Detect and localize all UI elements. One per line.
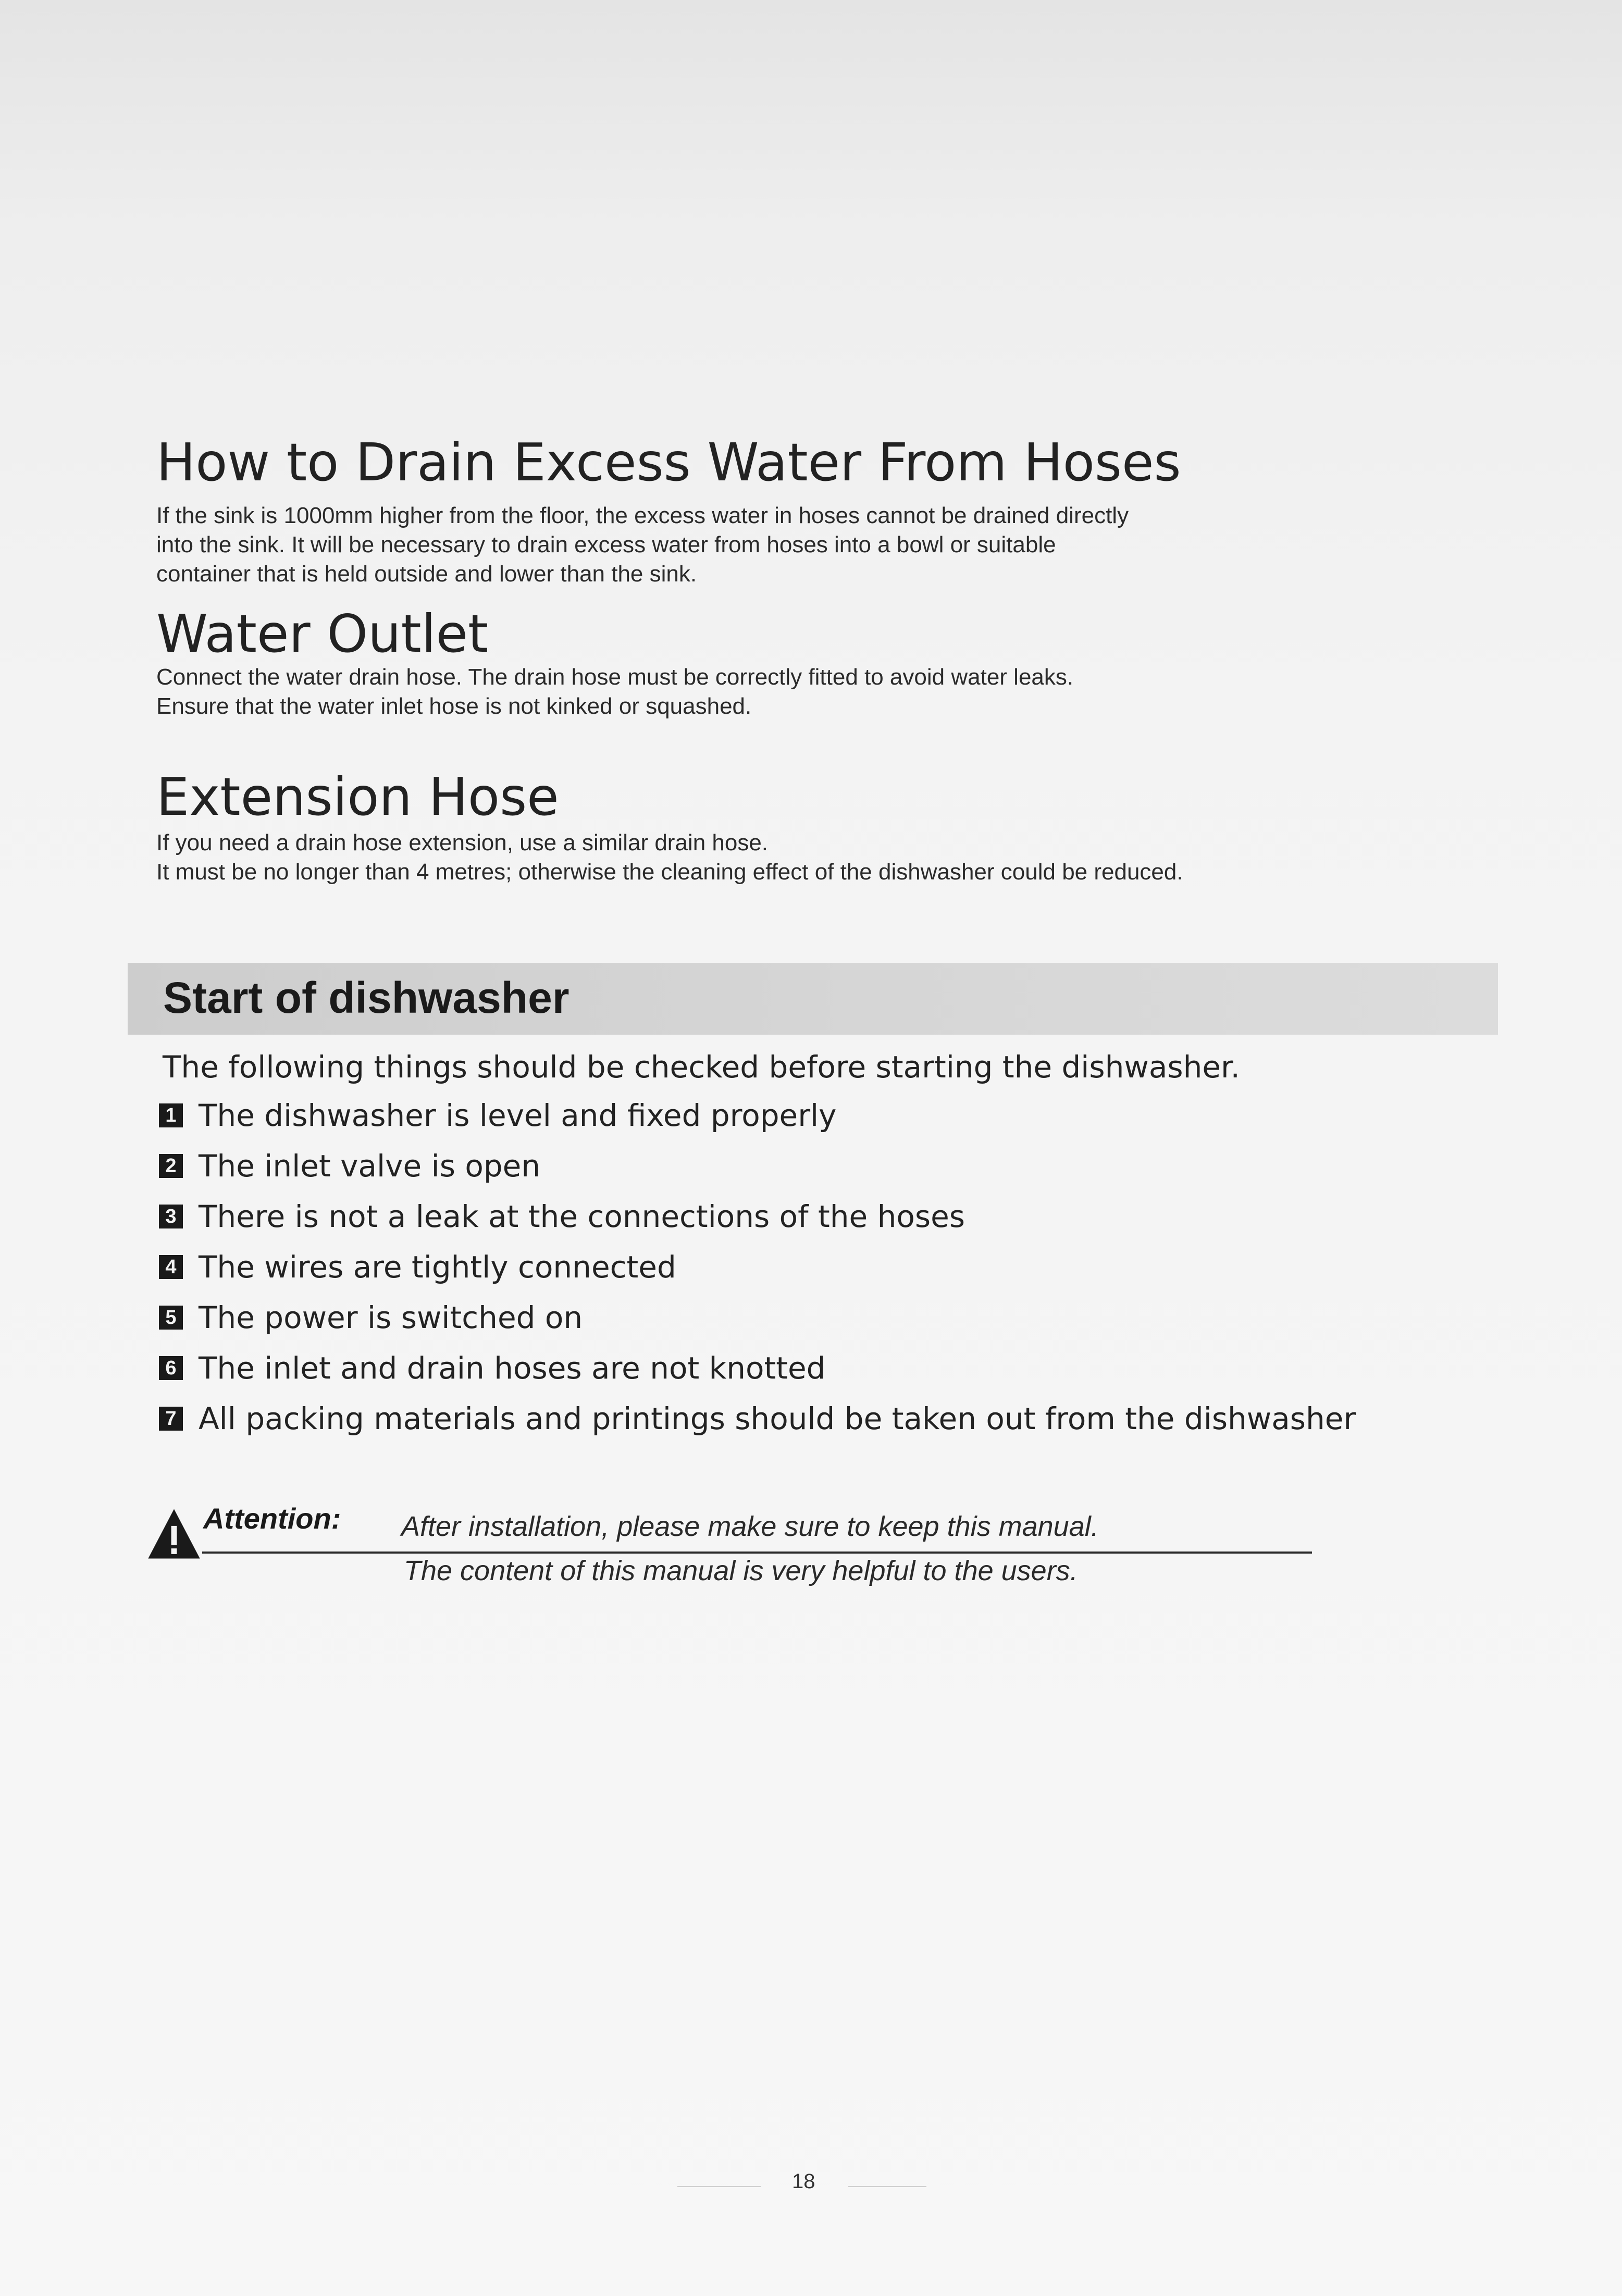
checklist-item — [159, 1140, 1356, 1191]
paragraph-line: It must be no longer than 4 metres; otherwise the cleaning effect of the dishwasher could be reduced. — [156, 859, 1183, 885]
section-title-water-outlet: Water Outlet — [156, 603, 489, 664]
page-number-rule-left — [677, 2186, 761, 2187]
checklist-item-text: The inlet and drain hoses are not knotted — [199, 1350, 826, 1386]
section-body-drain-hoses — [156, 501, 1129, 589]
number-badge-icon: 1 — [159, 1103, 183, 1127]
checklist-item — [159, 1242, 1356, 1292]
section-body-water-outlet — [156, 663, 1073, 721]
page-number-rule-right — [848, 2186, 926, 2187]
paragraph-line: into the sink. It will be necessary to drain excess water from hoses into a bowl or suitable — [156, 532, 1056, 557]
number-badge-icon: 3 — [159, 1205, 183, 1228]
paragraph-line: Ensure that the water inlet hose is not kinked or squashed. — [156, 693, 752, 719]
checklist-item — [159, 1343, 1356, 1393]
paragraph-line: If the sink is 1000mm higher from the floor, the excess water in hoses cannot be drained directly — [156, 503, 1129, 528]
section-title-extension-hose: Extension Hose — [156, 766, 559, 827]
checklist-item-text: The dishwasher is level and fixed properly — [199, 1097, 837, 1133]
checklist-item — [159, 1393, 1356, 1444]
attention-label: Attention: — [203, 1502, 341, 1535]
warning-triangle-icon — [146, 1506, 202, 1562]
paragraph-line: If you need a drain hose extension, use a similar drain hose. — [156, 830, 769, 855]
attention-text-line-2: The content of this manual is very helpful to the users. — [404, 1555, 1078, 1586]
number-badge-icon: 2 — [159, 1154, 183, 1178]
paragraph-line: container that is held outside and lower than the sink. — [156, 561, 697, 587]
section-title-start-of-dishwasher: Start of dishwasher — [163, 973, 569, 1022]
section-title-drain-hoses: How to Drain Excess Water From Hoses — [156, 432, 1181, 493]
page-number: 18 — [792, 2170, 815, 2193]
checklist-item — [159, 1191, 1356, 1242]
checklist-item-text: The power is switched on — [199, 1299, 583, 1335]
checklist — [159, 1090, 1356, 1444]
number-badge-icon: 4 — [159, 1255, 183, 1279]
checklist-item-text: The wires are tightly connected — [199, 1249, 676, 1285]
paragraph-line: Connect the water drain hose. The drain hose must be correctly fitted to avoid water leaks. — [156, 664, 1074, 690]
number-badge-icon: 5 — [159, 1306, 183, 1330]
checklist-item-text: All packing materials and printings should be taken out from the dishwasher — [199, 1400, 1356, 1436]
checklist-item — [159, 1090, 1356, 1140]
checklist-item-text: There is not a leak at the connections of the hoses — [199, 1198, 965, 1234]
attention-text-line-1: After installation, please make sure to keep this manual. — [401, 1511, 1099, 1542]
checklist-intro: The following things should be checked before starting the dishwasher. — [163, 1049, 1240, 1085]
number-badge-icon: 6 — [159, 1356, 183, 1380]
checklist-item-text: The inlet valve is open — [199, 1148, 541, 1184]
section-body-extension-hose — [156, 828, 1183, 887]
checklist-item — [159, 1292, 1356, 1343]
number-badge-icon: 7 — [159, 1407, 183, 1431]
